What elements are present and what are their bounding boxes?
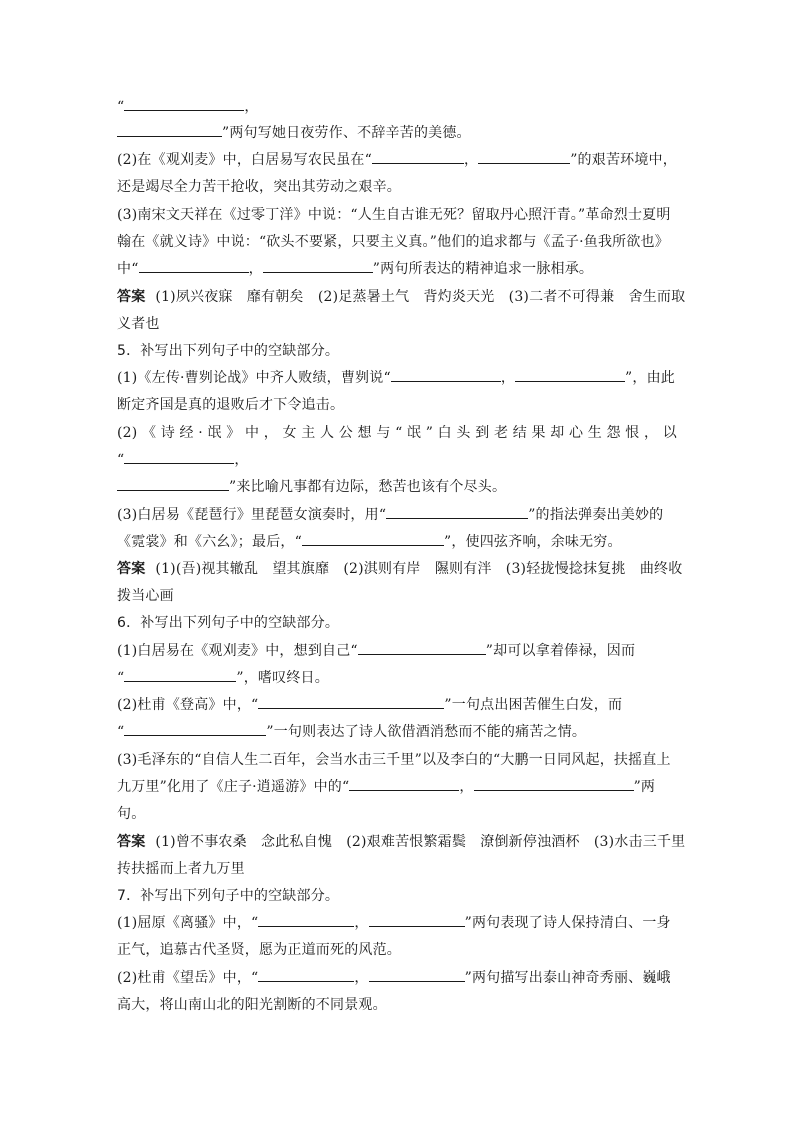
text-line	[117, 776, 655, 798]
text-line	[117, 176, 401, 198]
text-run: (2)《诗经·氓》中，女主人公想与“氓”白头到老结果却心生怨恨，以	[117, 425, 677, 441]
text-run: 拨当心画	[117, 588, 174, 604]
text-run: ”，由此	[625, 370, 676, 386]
text-run: ”，嗜叹终日。	[236, 670, 329, 686]
text-line	[117, 885, 339, 907]
text-run: 断定齐国是真的退败后才下令追击。	[117, 397, 345, 413]
text-run: ，	[244, 99, 259, 115]
text-line	[117, 994, 387, 1016]
text-run: 还是竭尽全力苦干抢收，突出其劳动之艰辛。	[117, 179, 401, 195]
text-run: ，	[500, 370, 516, 386]
fill-blank[interactable]	[478, 150, 570, 164]
fill-blank[interactable]	[369, 913, 465, 927]
text-run: (3)南宋文天祥在《过零丁洋》中说：“人生自古谁无死？留取丹心照汗青。”革命烈士夏明	[117, 207, 671, 223]
text-run: (3)白居易《琵琶行》里琵琶女演奏时，用“	[117, 507, 387, 523]
fill-blank[interactable]	[117, 477, 229, 491]
fill-blank[interactable]	[369, 968, 465, 982]
answer-label: 答案	[117, 289, 146, 305]
text-line	[117, 831, 685, 853]
text-run: (1)夙兴夜寐 靡有朝矣 (2)足蒸暑土气 背灼炎天光 (3)二者不可得兼 舍生而取	[155, 289, 686, 305]
text-line	[117, 558, 682, 580]
fill-blank[interactable]	[474, 777, 634, 791]
text-run: (2)杜甫《登高》中，“	[117, 697, 259, 713]
text-line	[117, 749, 671, 771]
text-line	[117, 96, 259, 118]
fill-blank[interactable]	[124, 722, 266, 736]
text-line	[117, 313, 160, 335]
text-run: 义者也	[117, 316, 160, 332]
text-run: ”两句描写出泰山神奇秀丽、巍峨	[464, 970, 671, 986]
text-line	[117, 422, 677, 444]
text-line	[117, 694, 622, 716]
text-line	[117, 531, 622, 553]
text-line	[117, 504, 663, 526]
text-run: ”一句点出困苦催生白发，而	[444, 697, 623, 713]
text-run: (2)在《观刈麦》中，白居易写农民虽在“	[117, 152, 372, 168]
text-line	[117, 122, 471, 144]
text-line	[117, 449, 249, 471]
text-run: ”两句写她日夜劳作、不辞辛苦的美德。	[222, 125, 471, 141]
text-run: ”的艰苦环境中，	[570, 152, 677, 168]
text-run: (1)《左传·曹刿论战》中齐人败绩，曹刿说“	[117, 370, 391, 386]
fill-blank[interactable]	[124, 97, 244, 111]
text-line	[117, 939, 401, 961]
text-line	[117, 667, 329, 689]
text-run: ，	[354, 915, 369, 931]
text-run: 翰在《就义诗》中说：“砍头不要紧，只要主义真。”他们的追求都与《孟子·鱼我所欲也》	[117, 234, 669, 250]
fill-blank[interactable]	[263, 259, 373, 273]
fill-blank[interactable]	[258, 913, 354, 927]
fill-blank[interactable]	[349, 777, 459, 791]
text-run: ”来比喻凡事都有边际，愁苦也该有个尽头。	[229, 479, 507, 495]
text-run: (1)白居易在《观刈麦》中，想到自己“	[117, 643, 358, 659]
text-run: 抟扶摇而上者九万里	[117, 861, 245, 877]
text-run: (2)杜甫《望岳》中，“	[117, 970, 259, 986]
text-run: ”的指法弹奏出美妙的	[528, 507, 664, 523]
text-run: 九万里”化用了《庄子·逍遥游》中的“	[117, 779, 350, 795]
fill-blank[interactable]	[117, 123, 222, 137]
text-line	[117, 476, 506, 498]
text-run: “	[117, 670, 125, 686]
text-line	[117, 394, 344, 416]
fill-blank[interactable]	[124, 450, 234, 464]
answer-label: 答案	[117, 834, 146, 850]
text-run: ，	[464, 152, 479, 168]
question-heading: 5．补写出下列句子中的空缺部分。	[117, 343, 340, 359]
text-line	[117, 367, 675, 389]
fill-blank[interactable]	[386, 505, 528, 519]
text-line	[117, 721, 586, 743]
text-line	[117, 340, 339, 362]
question-heading: 7．补写出下列句子中的空缺部分。	[117, 888, 340, 904]
text-run: ，	[248, 261, 263, 277]
fill-blank[interactable]	[391, 368, 501, 382]
text-run: ”却可以拿着俸禄，因而	[485, 643, 636, 659]
text-line	[117, 585, 174, 607]
text-run: ”两	[633, 779, 656, 795]
text-run: ，	[354, 970, 369, 986]
text-run: 高大，将山南山北的阳光割断的不同景观。	[117, 997, 387, 1013]
text-run: ”，使四弦齐响，余味无穷。	[443, 534, 622, 550]
text-line	[117, 803, 145, 825]
text-run: ”一句则表达了诗人欲借酒消愁而不能的痛苦之情。	[266, 724, 587, 740]
text-line	[117, 640, 635, 662]
question-heading: 6．补写出下列句子中的空缺部分。	[117, 615, 340, 631]
text-run: 正气，追慕古代圣贤，愿为正道而死的风范。	[117, 942, 401, 958]
text-line	[117, 231, 669, 253]
text-line	[117, 149, 677, 171]
fill-blank[interactable]	[515, 368, 625, 382]
text-line	[117, 258, 593, 280]
fill-blank[interactable]	[124, 668, 236, 682]
text-run: 《霓裳》和《六幺》；最后，“	[117, 534, 302, 550]
fill-blank[interactable]	[258, 695, 444, 709]
text-run: ，	[234, 452, 249, 468]
text-run: “	[117, 99, 125, 115]
text-run: (1)曾不事农桑 念此私自愧 (2)艰难苦恨繁霜鬓 潦倒新停浊酒杯 (3)水击三千里	[155, 834, 686, 850]
text-run: ”两句所表达的精神追求一脉相承。	[372, 261, 594, 277]
text-run: (1)(吾)视其辙乱 望其旗靡 (2)淇则有岸 隰则有泮 (3)轻拢慢捻抹复挑 曲终收	[155, 561, 683, 577]
text-run: 句。	[117, 806, 146, 822]
text-run: (3)毛泽东的“自信人生二百年，会当水击三千里”以及李白的“大鹏一日同风起，扶摇直上	[117, 752, 671, 768]
text-run: “	[117, 724, 125, 740]
fill-blank[interactable]	[372, 150, 464, 164]
text-line	[117, 286, 685, 308]
fill-blank[interactable]	[302, 532, 444, 546]
text-line	[117, 612, 339, 634]
fill-blank[interactable]	[358, 641, 486, 655]
text-run: “	[117, 452, 125, 468]
text-run: 中“	[117, 261, 139, 277]
text-line	[117, 204, 671, 226]
fill-blank[interactable]	[139, 259, 249, 273]
text-run: ，	[459, 779, 474, 795]
text-line	[117, 912, 671, 934]
text-line	[117, 967, 671, 989]
text-run: (1)屈原《离骚》中，“	[117, 915, 259, 931]
answer-label: 答案	[117, 561, 146, 577]
text-run: ”两句表现了诗人保持清白、一身	[464, 915, 671, 931]
text-line	[117, 858, 245, 880]
fill-blank[interactable]	[258, 968, 354, 982]
